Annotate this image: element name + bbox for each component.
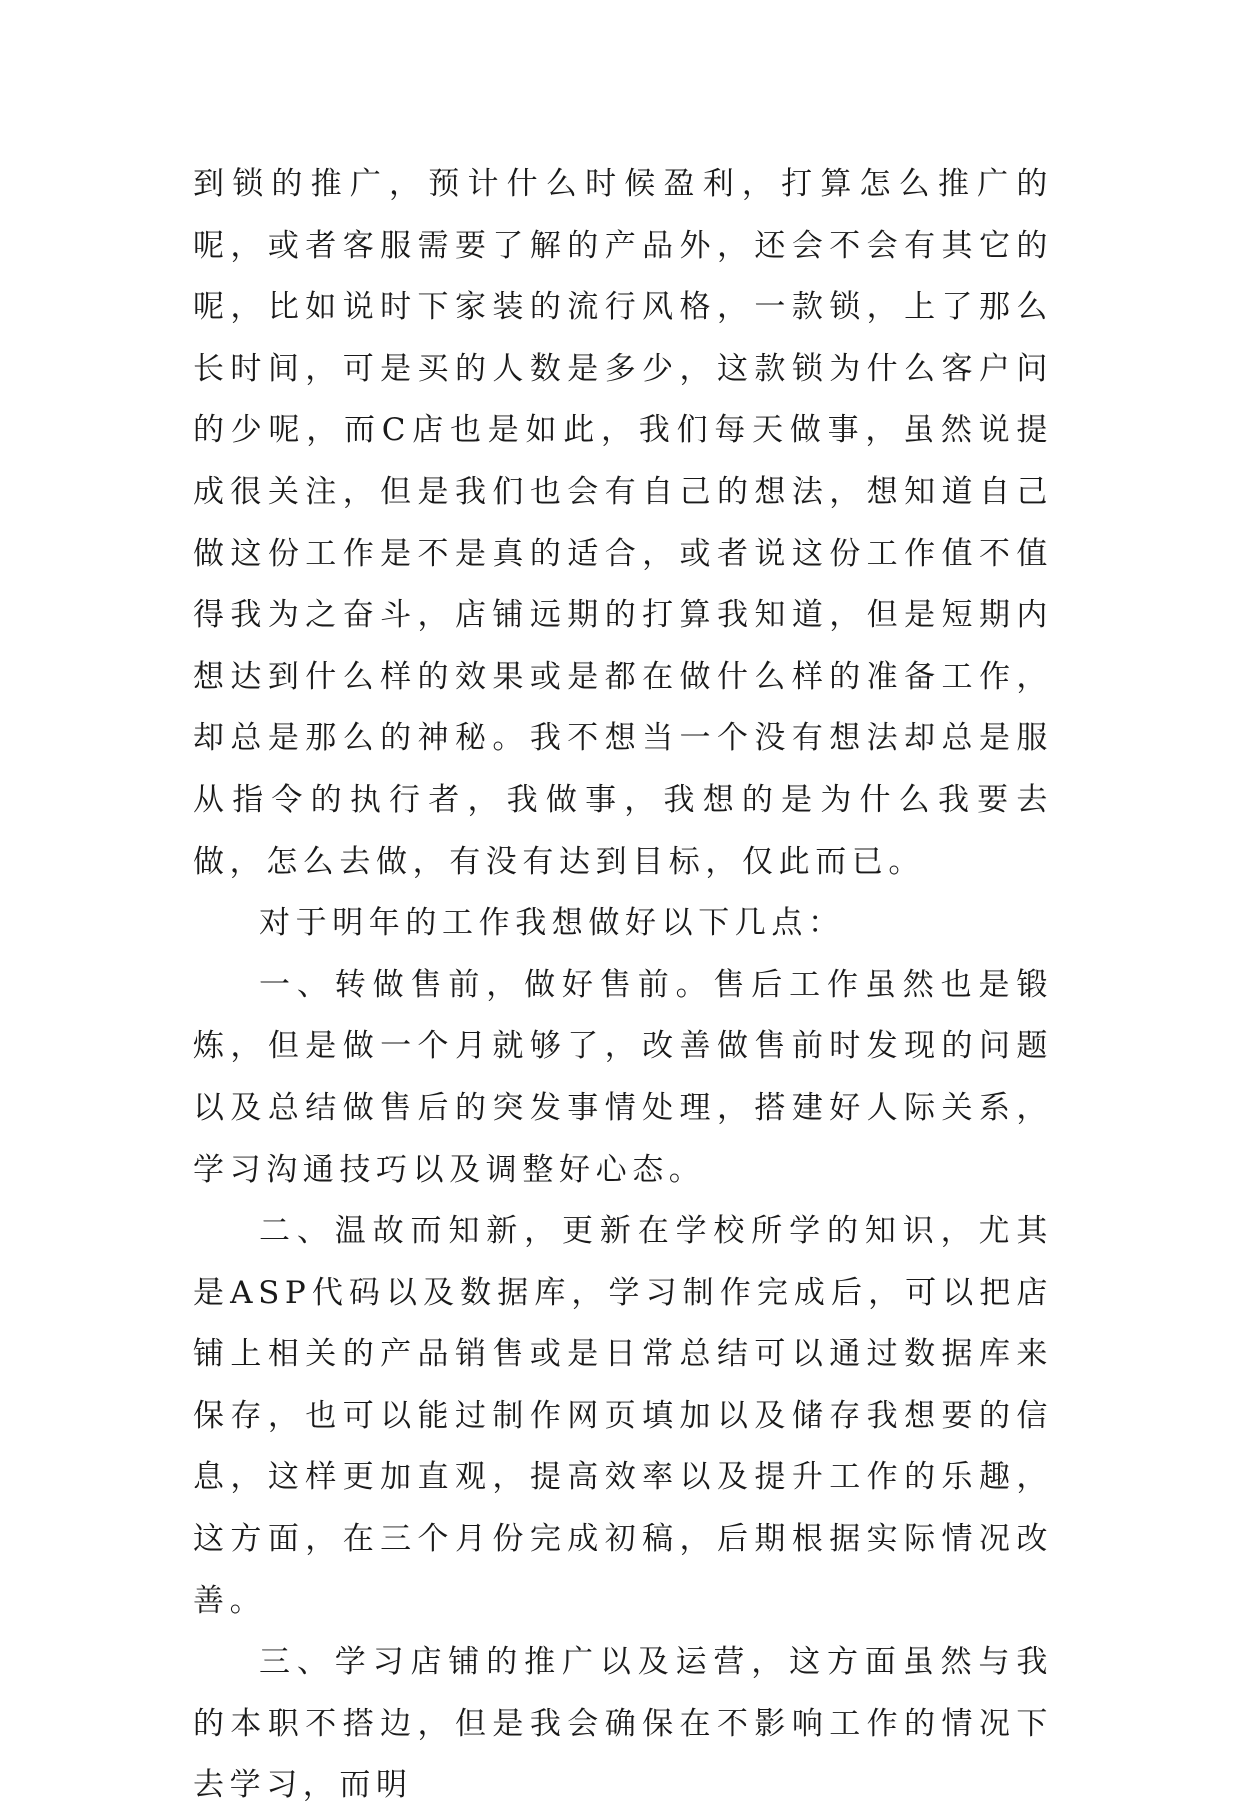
paragraph-point-three: 三、学习店铺的推广以及运营，这方面虽然与我的本职不搭边，但是我会确保在不影响工作的情况下去学习，而明 (193, 1644, 1053, 1804)
paragraph-point-one: 一、转做售前，做好售前。售后工作虽然也是锻炼，但是做一个月就够了，改善做售前时发现的问题以及总结做售后的突发事情处理，搭建好人际关系，学习沟通技巧以及调整好心态。 (193, 966, 1053, 1188)
body-text (193, 154, 1053, 1817)
paragraph-continuation: 到锁的推广，预计什么时候盈利，打算怎么推广的呢，或者客服需要了解的产品外，还会不会有其它的呢，比如说时下家装的流行风格，一款锁，上了那么长时间，可是买的人数是多少，这款锁为什么客户问的少呢，而C店也是如此，我们每天做事，虽然说提成很关注，但是我们也会有自己的想法，想知道自己做这份工作是不是真的适合，或者说这份工作值不值得我为之奋斗，店铺远期的打算我知道，但是短期内想达到什么样的效果或是都在做什么样的准备工作，却总是那么的神秘。我不想当一个没有想法却总是服从指令的执行者，我做事，我想的是为什么我要去做，怎么去做，有没有达到目标，仅此而已。 (193, 166, 1053, 880)
paragraph-plan-intro: 对于明年的工作我想做好以下几点： (259, 905, 845, 942)
paragraph-point-two: 二、温故而知新，更新在学校所学的知识，尤其是ASP代码以及数据库，学习制作完成后，可以把店铺上相关的产品销售或是日常总结可以通过数据库来保存，也可以能过制作网页填加以及储存我想要的信息，这样更加直观，提高效率以及提升工作的乐趣，这方面，在三个月份完成初稿，后期根据实际情况改善。 (193, 1213, 1053, 1619)
